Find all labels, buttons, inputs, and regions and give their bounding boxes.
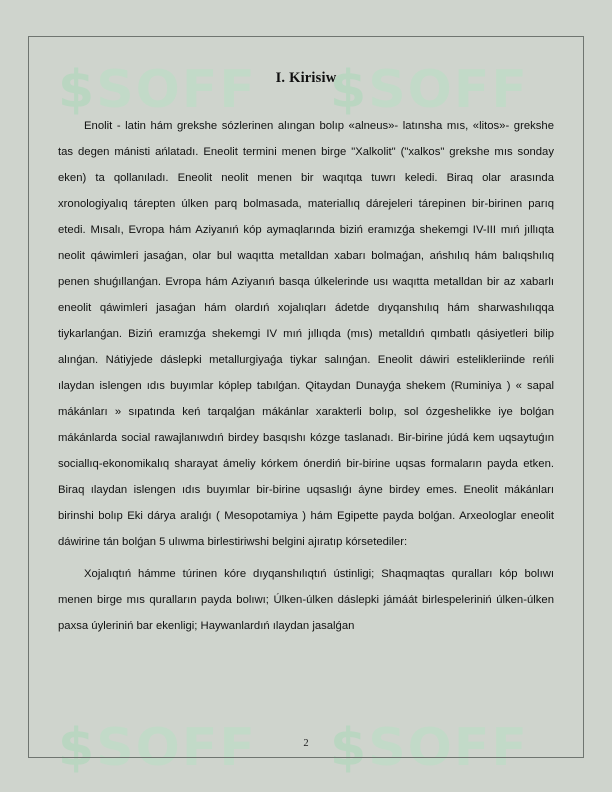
page-title: I. Kirisiw — [275, 70, 337, 86]
watermark-text: $SOFF — [58, 60, 257, 120]
watermark-text: $SOFF — [330, 718, 529, 778]
watermark-text: $SOFF — [58, 718, 257, 778]
body-paragraph: Enolit - latin hám grekshe sózlerinen alıngan bolıp «alneus»- latınsha mıs, «litos»- grekshe tas degen mánisti ańlatadı. Eneolit termini menen birge "Xalkolit" ("xalkos" grekshe mıs sonday eken) ta qollanıladı. Eneolit neolit menen bir waqıtqa tuwrı keledi. Biraq olar arasında xronologiyalıq tárepten úlken parq bolmasada, materiallıq dárejeleri tárepinen bir-birinen parıq etedi. Mısalı, Evropa hám Aziyanıń kóp aymaqlarında biziń eramızǵa shekemgi IV-III mıń jıllıqta neolit qáwimleri jasaǵan, olar bul waqıtta metalldan xabarı bolmaǵan, ańshılıq hám balıqshılıq penen shuǵıllanǵan. Evropa hám Aziyanıń basqa úlkelerinde usı waqıtta metalldan bir az xabarlı eneolit qáwimleri jasaǵan hám olardıń xojalıqları ádetde dıyqanshılıq hám sharwashılıqqa tiykarlanǵan. Biziń eramızǵa shekemgi IV mıń jıllıqda (mıs) metalldıń qımbatlı qásiyetleri bilip alınǵan. Nátiyjede dáslepki metallurgiyaǵa tiykar salınǵan. Eneolit dáwiri estelikleriinde reńli ılaydan islengen ıdıs buyımlar kóplep tabılǵan. Qitaydan Dunayǵa shekem (Ruminiya ) « sapal mákánları » sıpatında keń tarqalǵan mákánlar xarakterli bolıp, sol ózgeshelikke iye bolǵan mákánlarda social rawajlanıwdıń birdey basqıshı kózge taslanadı. Bir-birine júdá kem uqsaytuǵın sociallıq-ekonomikalıq sharayat ámeliy kórkem ónerdiń bir-birine uqsas formaların payda etken. Biraq ılaydan islengen ıdıs buyımlar bir-birine uqsaslıǵı áyne birdey emes. Eneolit mákánları birinshi bolıp Eki dárya aralıǵı ( Mesopotamiya ) hám Egipette payda bolǵan. Arxeologlar eneolit dáwirine tán bolǵan 5 ulıwma birlestiriwshi belgini ajıratıp kórsetediler: — [58, 120, 554, 548]
page-content — [58, 70, 554, 639]
watermark-text: $SOFF — [330, 60, 529, 120]
page-number: 2 — [303, 738, 309, 749]
body-paragraph: Xojalıqtıń hámme túrinen kóre dıyqanshılıqtıń ústinligi; Shaqmaqtas quralları kóp bolıwı menen birge mıs quralların payda bolıwı; Úlken-úlken dáslepki jámáát birlespeleriniń úlken-úlken paxsa úyleriniń bar ekenligi; Haywanlardıń ılaydan jasalǵan — [58, 568, 554, 632]
